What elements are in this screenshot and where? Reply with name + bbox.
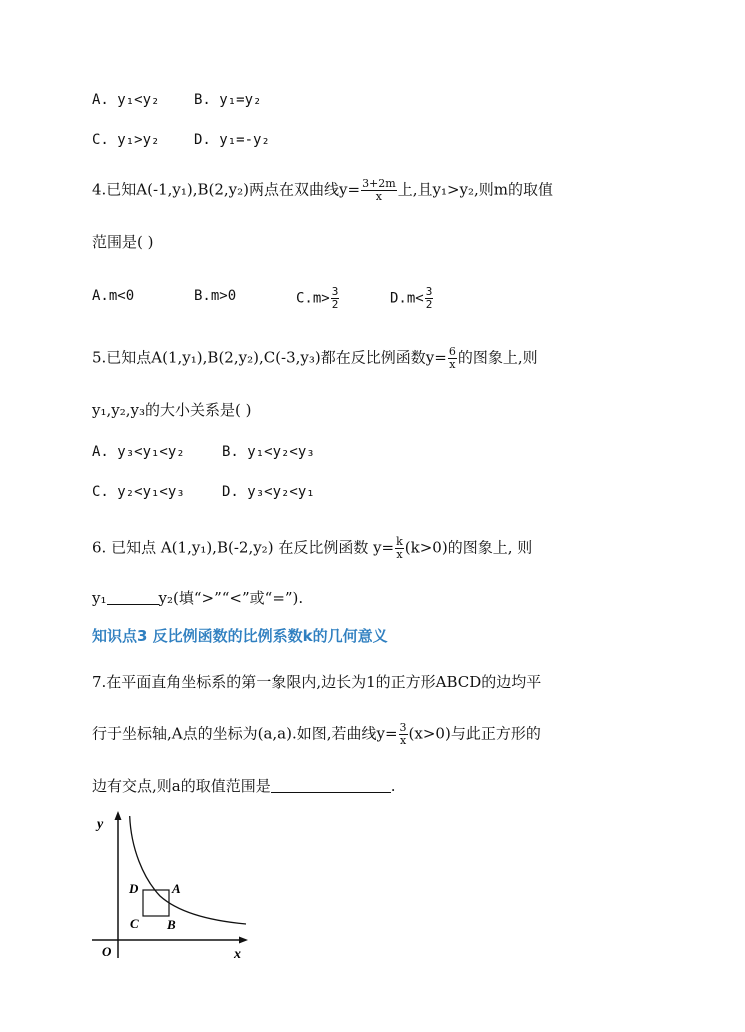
point-d-label: D [129, 881, 139, 896]
q7-line2 [92, 722, 541, 747]
x-axis-arrow-icon [239, 937, 248, 944]
q5-stem-line1 [92, 346, 538, 371]
q4-option-c-num: 3 [331, 285, 339, 298]
q3-option-a: A. y₁<y₂ [92, 92, 160, 108]
q4-option-d-den: 2 [425, 298, 433, 311]
origin-label: O [102, 944, 112, 959]
q7-line2-a: 行于坐标轴,A点的坐标为(a,a).如图,若曲线y= [92, 724, 398, 743]
q7-line2-b: (x>0)与此正方形的 [408, 724, 541, 743]
q5-option-a: A. y₃<y₁<y₂ [92, 444, 185, 460]
q5-fraction [448, 346, 457, 371]
q6-frac-den: x [396, 548, 403, 561]
q4-option-c [296, 286, 340, 311]
q5-option-c: C. y₂<y₁<y₃ [92, 484, 185, 500]
q6-stem-b: (k>0)的图象上, 则 [404, 538, 533, 557]
q4-stem-line1 [92, 178, 553, 203]
q6-line2-a: y₁ [92, 589, 107, 607]
y-axis-label: y [97, 817, 104, 832]
q6-frac-num: k [396, 535, 403, 548]
square-abcd [143, 890, 169, 916]
q5-option-b: B. y₁<y₂<y₃ [222, 444, 315, 460]
q5-stem-line2: y₁,y₂,y₃的大小关系是( ) [92, 401, 252, 419]
q5-stem-a: 5.已知点A(1,y₁),B(2,y₂),C(-3,y₃)都在反比例函数y= [92, 348, 447, 367]
q3-option-d: D. y₁=-y₂ [194, 132, 270, 148]
q7-figure [88, 808, 260, 964]
q7-line1: 7.在平面直角坐标系的第一象限内,边长为1的正方形ABCD的边均平 [92, 673, 542, 691]
point-a-label: A [172, 881, 181, 896]
q4-stem-line2: 范围是( ) [92, 233, 154, 251]
q6-stem-a: 6. 已知点 A(1,y₁),B(-2,y₂) 在反比例函数 y= [92, 538, 395, 557]
y-axis-arrow-icon [115, 811, 122, 820]
q4-option-c-den: 2 [331, 298, 339, 311]
q4-option-c-text: C.m> [296, 290, 330, 307]
q4-option-d-fraction [425, 286, 434, 311]
q5-stem-b: 的图象上,则 [457, 348, 538, 367]
q5-frac-den: x [449, 358, 456, 371]
q7-line3 [92, 776, 396, 796]
q7-line3-b: . [390, 777, 396, 795]
q4-option-b: B.m>0 [194, 288, 237, 304]
q7-line3-a: 边有交点,则a的取值范围是 [92, 777, 271, 795]
section-heading: 知识点3 反比例函数的比例系数k的几何意义 [92, 627, 388, 645]
q3-option-b: B. y₁=y₂ [194, 92, 262, 108]
q3-option-c: C. y₁>y₂ [92, 132, 160, 148]
q7-frac-num: 3 [399, 721, 407, 734]
q6-answer-blank[interactable] [107, 590, 159, 605]
q4-option-d [390, 286, 434, 311]
x-axis-label: x [234, 947, 241, 962]
q4-option-a: A.m<0 [92, 288, 135, 304]
q6-stem-line1 [92, 536, 532, 561]
q4-frac-num: 3+2m [362, 177, 396, 190]
point-c-label: C [130, 916, 139, 931]
q4-option-d-num: 3 [425, 285, 433, 298]
q5-frac-num: 6 [448, 345, 456, 358]
q7-frac-den: x [399, 734, 407, 747]
q4-stem-a: 4.已知A(-1,y₁),B(2,y₂)两点在双曲线y= [92, 180, 361, 199]
q4-stem-b: 上,且y₁>y₂,则m的取值 [397, 180, 554, 199]
q5-option-d: D. y₃<y₂<y₁ [222, 484, 315, 500]
q4-fraction [361, 178, 397, 203]
q4-option-d-text: D.m< [390, 290, 424, 307]
q7-fraction [399, 722, 408, 747]
q6-stem-line2 [92, 588, 303, 608]
q6-fraction [395, 536, 404, 561]
q7-answer-blank[interactable] [271, 778, 391, 793]
q4-option-c-fraction [331, 286, 340, 311]
point-b-label: B [167, 917, 176, 932]
q6-line2-b: y₂(填“>”“<”或“=”). [158, 589, 304, 607]
q4-frac-den: x [375, 190, 382, 203]
hyperbola-curve [130, 816, 246, 924]
